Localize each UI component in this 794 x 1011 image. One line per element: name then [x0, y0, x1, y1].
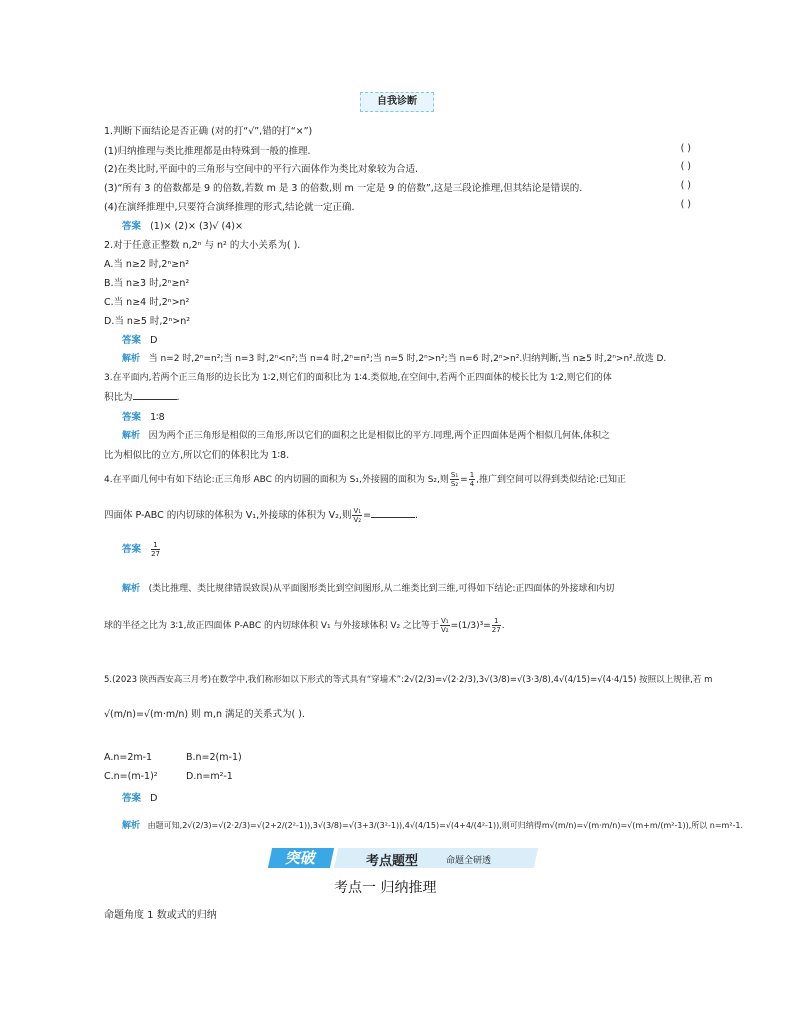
- q2-answer-text: D: [150, 335, 158, 346]
- q3-analysis-text: 因为两个正三角形是相似的三角形,所以它们的面积之比是相似比的平方.同理,两个正四面体是两个相似几何体,体积之: [148, 431, 611, 441]
- q5-analysis: [122, 818, 743, 831]
- q5-analysis-general: m√(m/n)=√(m·m/n)=√(m+m/(m²-1)): [541, 821, 689, 830]
- q2-option-a: A.当 n≥2 时,2ⁿ≥n²: [104, 259, 190, 270]
- frac-den: V₂: [440, 626, 449, 634]
- q5-analysis-formula: 2√(2/3)=√(2·2/3)=√(2+2/(2²-1)),3√(3/8)=√(3+3/(3²-1)),4√(4/15)=√(4+4/(4²-1)): [182, 821, 500, 830]
- q5-line-1c: 按照以上规律,若 m: [639, 675, 713, 685]
- frac-num: 1: [151, 541, 160, 550]
- analysis-label: 解析: [122, 354, 141, 364]
- q5-line-2b: 则 m,n 满足的关系式为( ).: [191, 709, 305, 720]
- answer-label: 答案: [122, 335, 142, 346]
- q5-line-1: [104, 673, 712, 685]
- q3-answer-text: 1∶8: [150, 412, 165, 423]
- q5-answer-text: D: [150, 793, 158, 804]
- q4-power: (1/3)³=: [458, 621, 491, 631]
- q4-fraction-v: [440, 617, 450, 634]
- q3-answer: [122, 409, 165, 423]
- frac-num: V₁: [353, 507, 362, 515]
- q4-eq: =: [363, 510, 372, 521]
- banner-subtitle: 命题全研透: [446, 856, 492, 866]
- answer-label: 答案: [122, 793, 142, 804]
- frac-den: S₂: [450, 480, 459, 488]
- answer-blank: [133, 390, 177, 400]
- q4-fraction-quarter: [469, 471, 475, 488]
- q3-analysis-1: [122, 428, 610, 441]
- analysis-label: 解析: [122, 821, 141, 831]
- q5-analysis-e: ,所以 n=m²-1.: [688, 821, 744, 830]
- q4-fraction-v: [352, 507, 362, 524]
- q1-paren-3: ( ): [680, 180, 691, 191]
- q1-paren-1: ( ): [680, 143, 691, 154]
- answer-blank: [371, 508, 415, 518]
- q1-item-3: (3)“所有 3 的倍数都是 9 的倍数,若数 m 是 3 的倍数,则 m 一定是 9 的倍数”,这是三段论推理,但其结论是错误的.: [104, 183, 583, 194]
- frac-num: S₁: [450, 471, 459, 479]
- q4-line-2: 四面体 P-ABC 的内切球的体积为 V₁,外接球的体积为 V₂,则 $\frac{\text{V₁}}{\text{V₂}}$ = .: [104, 507, 419, 524]
- q5-option-a: A.n=2m-1: [104, 752, 153, 763]
- banner-main-title: 考点题型: [366, 854, 419, 869]
- q4-eq: =: [450, 621, 459, 631]
- q3-line-2-text: 积比为: [104, 392, 133, 403]
- q1-item-2: (2)在类比时,平面中的三角形与空间中的平行六面体作为类比对象较为合适.: [104, 164, 418, 175]
- q4-fraction-s: [450, 471, 459, 488]
- section-banner: [270, 848, 536, 868]
- frac-num: V₁: [440, 617, 449, 625]
- q4-analysis-1: [122, 581, 614, 594]
- q2-analysis-text: 当 n=2 时,2ⁿ=n²;当 n=3 时,2ⁿ<n²;当 n=4 时,2ⁿ=n²;当 n=5 时,2ⁿ>n²;当 n=6 时,2ⁿ>n².归纳判断,当 n≥5 时,2ⁿ>n².故选 D.: [148, 354, 667, 364]
- q5-line-2: [104, 706, 305, 720]
- q2-answer: [122, 332, 157, 346]
- q1-title: 1.判断下面结论是否正确 (对的打“√”,错的打“×”): [104, 126, 313, 137]
- q2-analysis: [122, 351, 666, 364]
- frac-den: 27: [491, 626, 501, 634]
- subtopic-title: 命题角度 1 数或式的归纳: [104, 910, 217, 921]
- q2-option-d: D.当 n≥5 时,2ⁿ>n²: [104, 316, 191, 327]
- banner-left-text: 突破: [284, 849, 318, 867]
- frac-den: 4: [469, 480, 475, 488]
- analysis-label: 解析: [122, 584, 141, 594]
- q1-answer-text: (1)× (2)× (3)√ (4)×: [150, 221, 243, 232]
- section-badge: 自我诊断: [360, 92, 434, 112]
- frac-num: 1: [469, 471, 475, 479]
- q4-eq: =: [460, 475, 468, 485]
- q5-option-c: C.n=(m-1)²: [104, 771, 158, 782]
- q2-option-b: B.当 n≥3 时,2ⁿ≥n²: [104, 278, 190, 289]
- q1-paren-4: ( ): [680, 199, 691, 210]
- q5-answer: [122, 790, 157, 804]
- q1-paren-2: ( ): [680, 161, 691, 172]
- q3-line-2: 积比为 .: [104, 392, 180, 403]
- q4-answer-fraction: [151, 541, 160, 558]
- q5-line-1a: 5.(2023 陕西西安高三月考)在数学中,我们称形如以下形式的等式具有“穿墙术”:: [104, 675, 404, 685]
- q4-analysis-2: [104, 617, 505, 634]
- answer-label: 答案: [122, 221, 142, 232]
- answer-label: 答案: [122, 412, 142, 423]
- q4-period: .: [501, 621, 505, 631]
- q2-title: 2.对于任意正整数 n,2ⁿ 与 n² 的大小关系为( ).: [104, 240, 301, 251]
- q1-answer: [122, 218, 243, 232]
- q4-line-1: [104, 471, 626, 488]
- q4-analysis-2a: 球的半径之比为 3∶1,故正四面体 P-ABC 的内切球体积 V₁ 与外接球体积 V₂ 之比等于: [104, 621, 439, 631]
- frac-num: 1: [492, 617, 501, 626]
- q5-option-d: D.n=m²-1: [186, 771, 233, 782]
- topic-title: 考点一 归纳推理: [334, 880, 437, 896]
- q5-formula-examples: 2√(2/3)=√(2·2/3),3√(3/8)=√(3·3/8),4√(4/15)=√(4·4/15): [403, 675, 637, 685]
- q4-result-fraction: [492, 617, 501, 634]
- q1-item-4: (4)在演绎推理中,只要符合演绎推理的形式,结论就一定正确.: [104, 202, 355, 213]
- q4-line-1c: ,推广到空间可以得到类似结论:已知正: [476, 475, 627, 485]
- q3-line-1: 3.在平面内,若两个正三角形的边长比为 1∶2,则它们的面积比为 1∶4.类似地,在空间中,若两个正四面体的棱长比为 1∶2,则它们的体: [104, 373, 612, 383]
- q1-item-1: (1)归纳推理与类比推理都是由特殊到一般的推理.: [104, 146, 311, 157]
- banner-left: [268, 848, 334, 868]
- q4-analysis-text: (类比推理、类比规律错误致误)从平面图形类比到空间图形,从二维类比到三维,可得如下结论:正四面体的外接球和内切: [148, 584, 615, 594]
- q4-answer: [122, 541, 161, 558]
- q4-line-2a: 四面体 P-ABC 的内切球的体积为 V₁,外接球的体积为 V₂,则: [104, 510, 352, 521]
- q3-analysis-2: 比为相似比的立方,所以它们的体积比为 1∶8.: [104, 450, 290, 461]
- frac-den: 27: [151, 550, 160, 558]
- analysis-label: 解析: [122, 431, 141, 441]
- q4-line-1a: 4.在平面几何中有如下结论:正三角形 ABC 的内切圆的面积为 S₁,外接圆的面积为 S₂,则: [104, 475, 449, 485]
- q5-analysis-a: 由题可知,: [147, 821, 183, 830]
- frac-den: V₂: [353, 516, 362, 524]
- banner-right: [334, 848, 538, 868]
- answer-label: 答案: [122, 544, 142, 555]
- q5-option-b: B.n=2(m-1): [186, 752, 242, 763]
- q5-formula-general: √(m/n)=√(m·m/n): [104, 709, 189, 720]
- q5-analysis-c: ,则可归纳得: [499, 821, 542, 830]
- q2-option-c: C.当 n≥4 时,2ⁿ>n²: [104, 297, 190, 308]
